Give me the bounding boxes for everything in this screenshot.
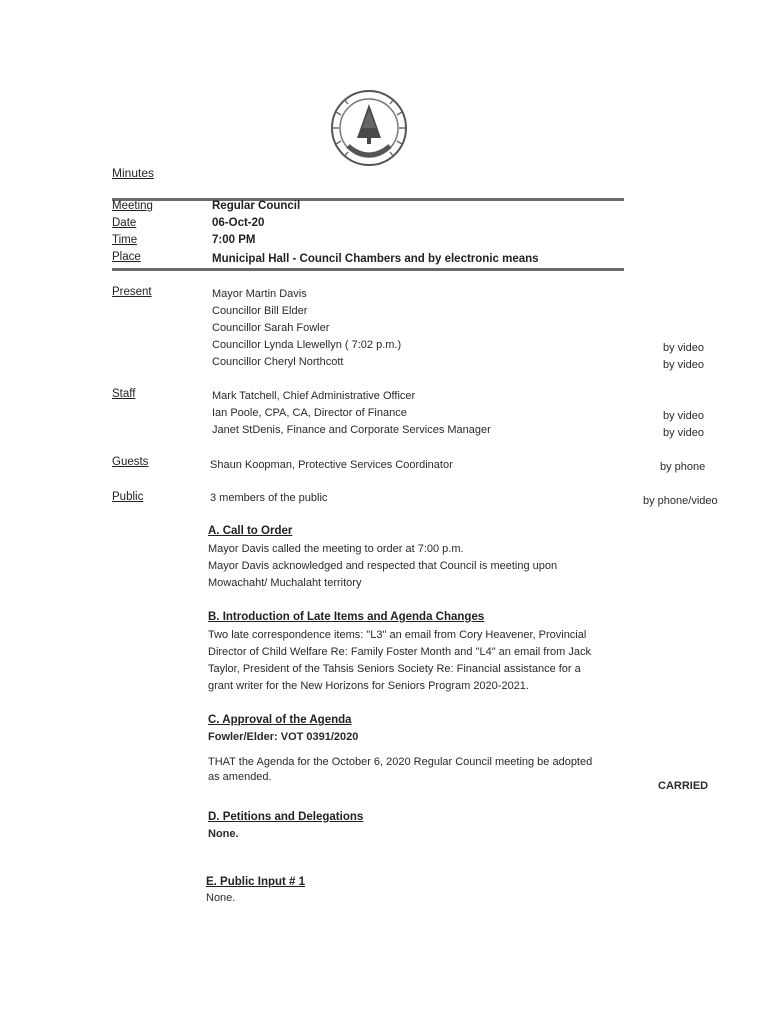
place-value: Municipal Hall - Council Chambers and by electronic means [212,253,539,265]
attendee-name: Councillor Lynda Llewellyn ( 7:02 p.m.) [212,339,402,351]
attendance-mode: by video [663,342,704,354]
section-line: Mayor Davis called the meeting to order at 7:00 p.m. [208,543,464,555]
attendee-name: Councillor Sarah Fowler [212,322,330,334]
section-heading: E. Public Input # 1 [206,876,306,888]
section-heading: A. Call to Order [208,525,293,537]
attendance-mode: by video [663,359,704,371]
attendee-name: Councillor Bill Elder [212,305,308,317]
guest-name: Shaun Koopman, Protective Services Coordinator [210,459,453,471]
date-label: Date [112,217,137,229]
motion-number: Fowler/Elder: VOT 0391/2020 [208,731,359,743]
section-line: THAT the Agenda for the October 6, 2020 Regular Council meeting be adopted [208,756,593,768]
staff-label: Staff [112,388,136,400]
section-line: Mowachaht/ Muchalaht territory [208,577,362,589]
section-line: Director of Child Welfare Re: Family Foster Month and "L4" an email from Jack [208,646,591,658]
section-line: None. [206,892,236,904]
section-line: Taylor, President of the Tahsis Seniors Society Re: Financial assistance for a [208,663,581,675]
attendance-mode: by video [663,410,704,422]
public-count: 3 members of the public [210,492,328,504]
meeting-value: Regular Council [212,200,301,212]
staff-name: Janet StDenis, Finance and Corporate Services Manager [212,424,491,436]
section-heading: B. Introduction of Late Items and Agenda Changes [208,611,485,623]
public-label: Public [112,491,144,503]
section-line: None. [208,828,239,840]
bottom-divider [112,268,624,271]
section-line: Two late correspondence items: "L3" an email from Cory Heavener, Provincial [208,629,587,641]
attendance-mode: by video [663,427,704,439]
staff-name: Ian Poole, CPA, CA, Director of Finance [212,407,407,419]
section-heading: D. Petitions and Delegations [208,811,364,823]
present-label: Present [112,286,152,298]
meeting-label: Meeting [112,200,153,212]
doc-title: Minutes [112,166,155,180]
place-label: Place [112,251,141,263]
time-value: 7:00 PM [212,234,256,246]
section-line: as amended. [208,771,272,783]
time-label: Time [112,234,138,246]
date-value: 06-Oct-20 [212,217,265,229]
village-seal-logo [326,88,412,168]
section-line: Mayor Davis acknowledged and respected that Council is meeting upon [208,560,558,572]
motion-result: CARRIED [658,780,709,792]
top-divider [112,198,624,201]
attendee-name: Councillor Cheryl Northcott [212,356,344,368]
section-heading: C. Approval of the Agenda [208,714,352,726]
guests-label: Guests [112,456,149,468]
attendance-mode: by phone [660,461,706,473]
attendance-mode: by phone/video [643,495,718,507]
attendee-name: Mayor Martin Davis [212,288,307,300]
staff-name: Mark Tatchell, Chief Administrative Officer [212,390,416,402]
section-line: grant writer for the New Horizons for Seniors Program 2020-2021. [208,680,529,692]
